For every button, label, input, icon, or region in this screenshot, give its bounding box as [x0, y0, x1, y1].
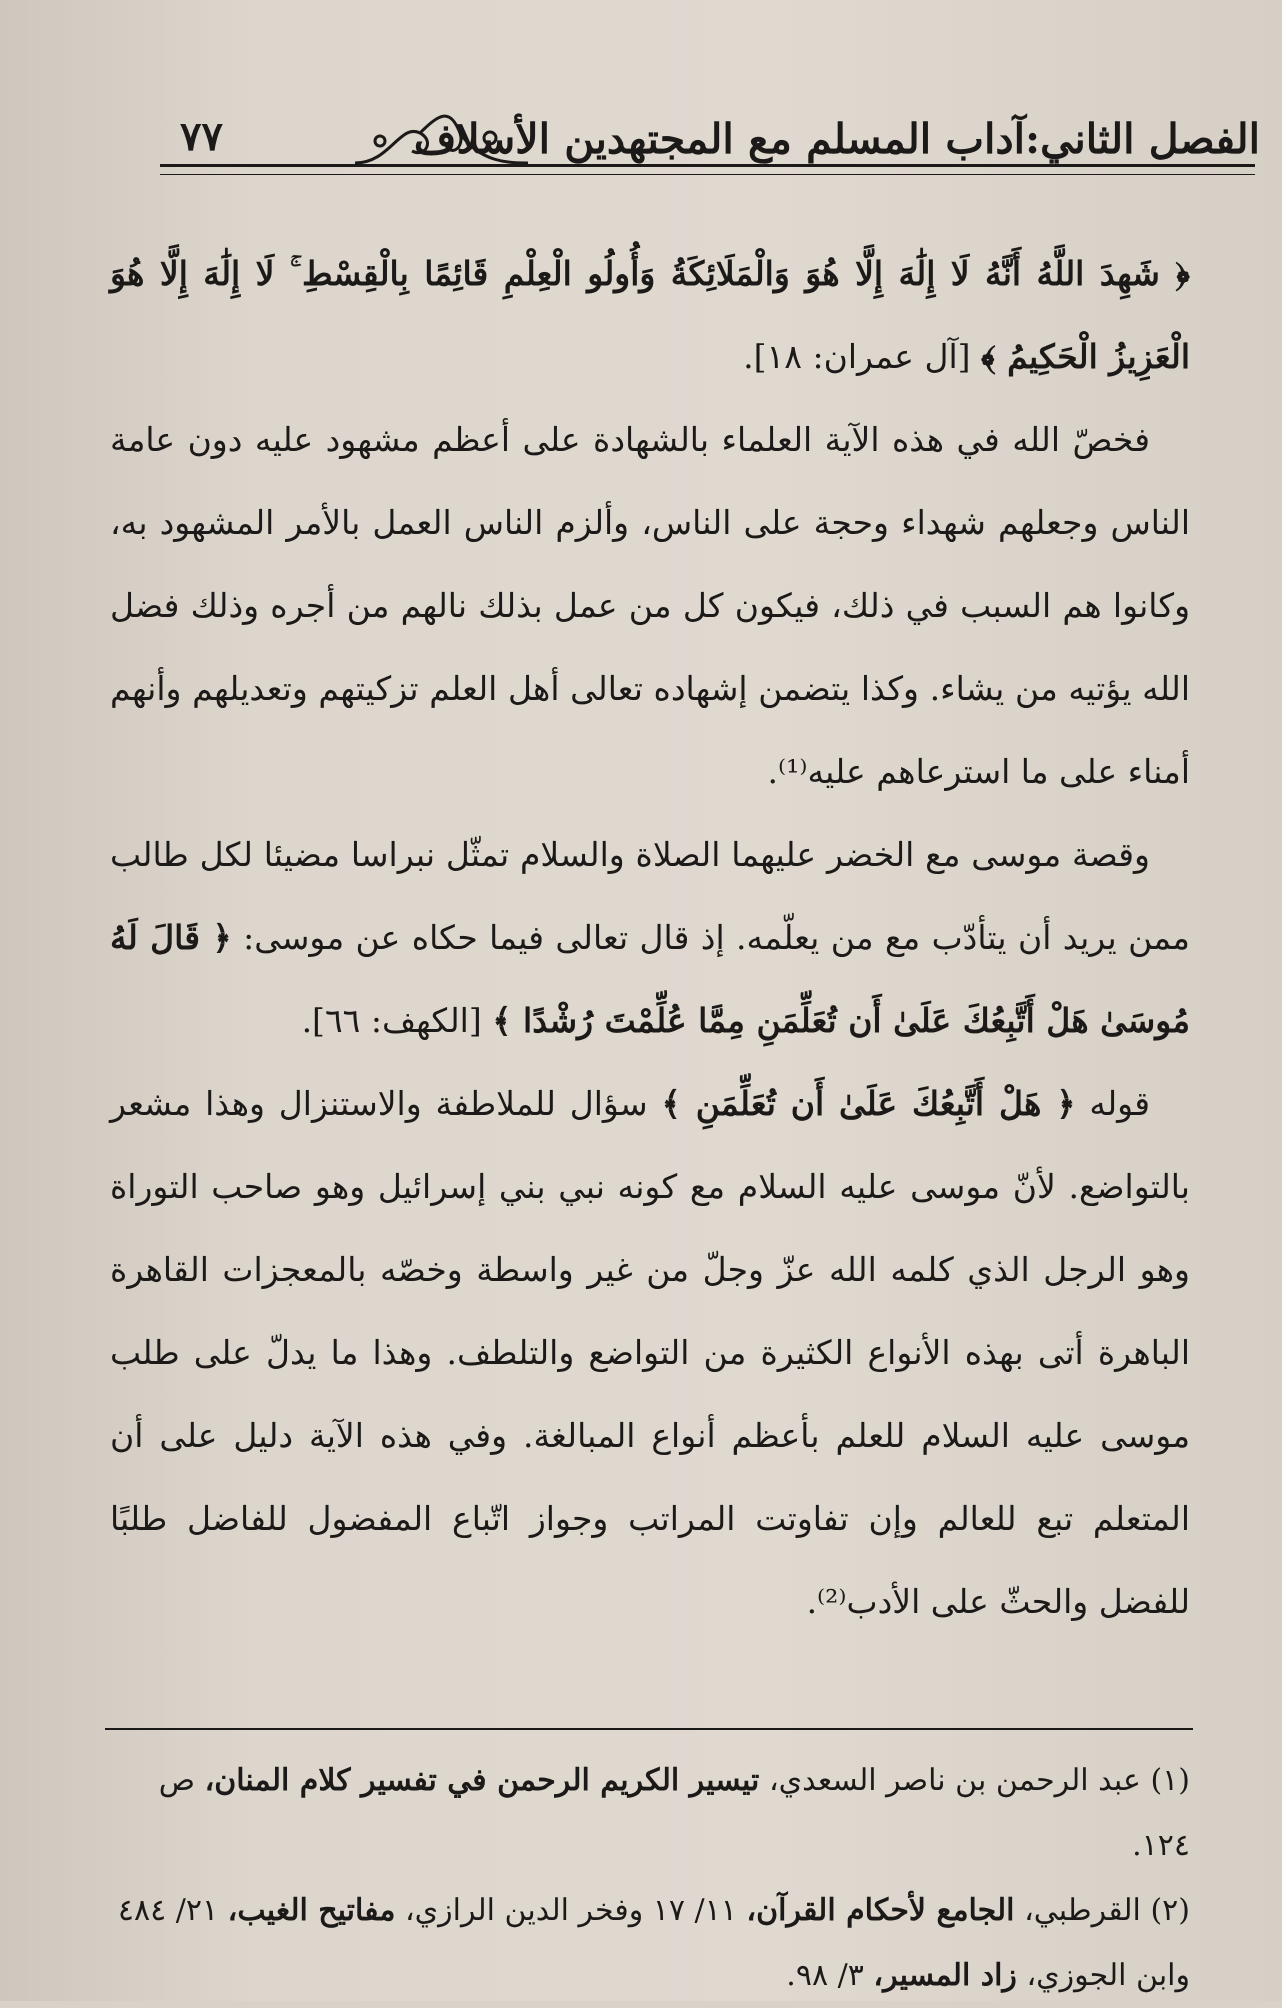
footnote-author: وابن الجوزي،: [1026, 1958, 1190, 1993]
footnote-1: [110, 1748, 1190, 1878]
verse-reference: [آل عمران: ١٨].: [743, 337, 971, 376]
page-header: [150, 95, 1260, 195]
quran-verse: ﴿ قَالَ لَهُ مُوسَىٰ هَلْ أَتَّبِعُكَ عَلَىٰ أَن تُعَلِّمَنِ مِمَّا عُلِّمْتَ رُشْدًا ﴾: [110, 918, 1190, 1040]
footnote-divider: [105, 1728, 1193, 1730]
header-rule: [160, 164, 1255, 175]
main-text: [110, 232, 1190, 1643]
verse-reference: [الكهف: ٦٦].: [301, 1001, 482, 1040]
footnote-text: ١١/ ١٧ وفخر الدين الرازي،: [404, 1893, 737, 1928]
paragraph: [110, 1062, 1190, 1643]
footnote-title: تيسير الكريم الرحمن في تفسير كلام المنان،: [204, 1763, 760, 1798]
footnotes: [110, 1748, 1190, 2008]
footnote-2: [110, 1878, 1190, 1943]
paragraph-text: وقصة موسى مع الخضر عليهما الصلاة والسلام تمثّل نبراسا مضيئا لكل طالب ممن يريد أن يتأدّب مع من يعلّمه. إذ قال تعالى فيما حكاه عن موسى:: [110, 835, 1190, 957]
footnote-number: (٢): [1150, 1893, 1190, 1928]
footnote-page: ٢١/ ٤٨٤: [117, 1893, 219, 1928]
running-title: الفصل الثاني:آداب المسلم مع المجتهدين الأسلاف: [413, 115, 1260, 163]
footnote-2-continued: [110, 1943, 1190, 2008]
page-number: ٧٧: [180, 113, 223, 160]
footnote-page: ٣/ ٩٨.: [786, 1958, 864, 1993]
footnote-title: مفاتيح الغيب،: [227, 1893, 396, 1928]
quran-verse: ﴿ شَهِدَ اللَّهُ أَنَّهُ لَا إِلَٰهَ إِلَّا هُوَ وَالْمَلَائِكَةُ وَأُولُو الْعِلْمِ قَائِمًا بِالْقِسْطِ ۚ لَا إِلَٰهَ إِلَّا هُوَ الْعَزِيزُ الْحَكِيمُ ﴾: [110, 254, 1190, 376]
paragraph-text: سؤال للملاطفة والاستنزال وهذا مشعر بالتواضع. لأنّ موسى عليه السلام مع كونه نبي بني إسرائيل وهو صاحب التوراة وهو الرجل الذي كلمه الله عزّ وجلّ من غير واسطة وخصّه بالمعجزات القاهرة الباهرة أتى بهذه الأنواع الكثيرة من التواضع والتلطف. وهذا ما يدلّ على طلب موسى عليه السلام للعلم بأعظم أنواع المبالغة. وفي هذه الآية دليل على أن المتعلم تبع للعالم وإن تفاوتت المراتب وجواز اتّباع المفضول للفاضل طلبًا للفضل والحثّ على الأدب⁽²⁾.: [110, 1084, 1190, 1621]
footnote-author: القرطبي،: [1024, 1893, 1141, 1928]
footnote-page: ص ١٢٤.: [158, 1763, 1190, 1863]
verse-block: [110, 232, 1190, 398]
footnote-title: الجامع لأحكام القرآن،: [746, 1893, 1015, 1928]
footnote-author: عبد الرحمن بن ناصر السعدي،: [768, 1763, 1141, 1798]
footnote-number: (١): [1150, 1763, 1190, 1798]
quran-verse: ﴿ هَلْ أَتَّبِعُكَ عَلَىٰ أَن تُعَلِّمَنِ ﴾: [661, 1084, 1076, 1123]
paragraph: فخصّ الله في هذه الآية العلماء بالشهادة على أعظم مشهود عليه دون عامة الناس وجعلهم شهداء وحجة على الناس، وألزم الناس العمل بالأمر المشهود به، وكانوا هم السبب في ذلك، فيكون كل من عمل بذلك نالهم من أجره وذلك فضل الله يؤتيه من يشاء. وكذا يتضمن إشهاده تعالى أهل العلم تزكيتهم وتعديلهم وأنهم أمناء على ما استرعاهم عليه⁽¹⁾.: [110, 420, 1190, 791]
paragraph: [110, 813, 1190, 1062]
footnote-title: زاد المسير،: [873, 1958, 1017, 1993]
paragraph-text: قوله: [1089, 1084, 1150, 1123]
